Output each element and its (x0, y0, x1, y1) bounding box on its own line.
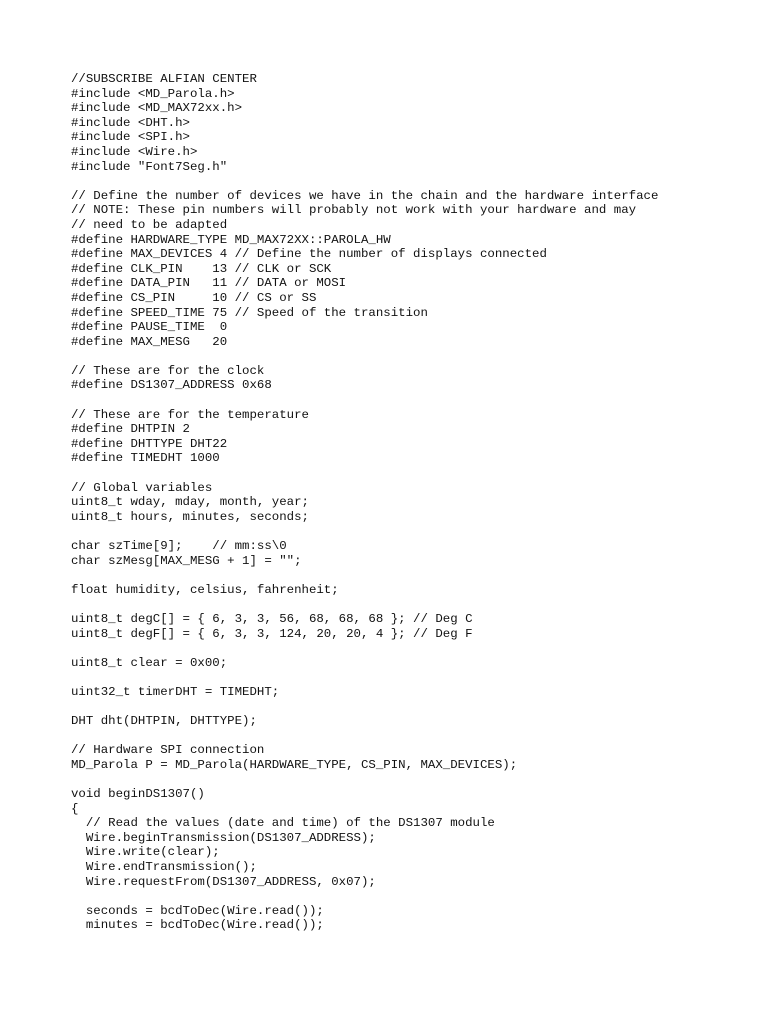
code-line: #include "Font7Seg.h" (71, 159, 228, 174)
code-listing (71, 72, 658, 933)
code-line: //SUBSCRIBE ALFIAN CENTER (71, 72, 257, 86)
code-line: // Global variables (71, 480, 213, 495)
code-line: // need to be adapted (71, 217, 228, 232)
code-line: uint8_t hours, minutes, seconds; (71, 509, 309, 524)
code-line: #define MAX_MESG 20 (71, 334, 228, 349)
code-line: // Define the number of devices we have in the chain and the hardware interface (71, 188, 659, 203)
blank-line (71, 773, 658, 788)
code-line: #define HARDWARE_TYPE MD_MAX72XX::PAROLA_HW (71, 232, 391, 247)
code-line: seconds = bcdToDec(Wire.read()); (71, 903, 324, 918)
code-line: #include <MD_Parola.h> (71, 86, 235, 101)
code-line: // Read the values (date and time) of the DS1307 module (71, 816, 495, 831)
blank-line (71, 670, 658, 685)
code-line: void beginDS1307() (71, 787, 205, 802)
code-line: Wire.write(clear); (71, 845, 220, 860)
code-line: #define PAUSE_TIME 0 (71, 320, 228, 335)
code-line: #define MAX_DEVICES 4 // Define the number of displays connected (71, 247, 547, 262)
code-line: #include <SPI.h> (71, 130, 190, 145)
code-line: #include <MD_MAX72xx.h> (71, 101, 243, 116)
code-line: uint8_t clear = 0x00; (71, 655, 228, 670)
code-line: Wire.beginTransmission(DS1307_ADDRESS); (71, 830, 376, 845)
code-line: #include <DHT.h> (71, 115, 190, 130)
code-line: MD_Parola P = MD_Parola(HARDWARE_TYPE, CS_PIN, MAX_DEVICES); (71, 757, 518, 772)
code-line: #define DS1307_ADDRESS 0x68 (71, 378, 272, 393)
blank-line (71, 524, 658, 539)
code-line: char szTime[9]; // mm:ss\0 (71, 539, 287, 553)
code-line: // These are for the clock (71, 363, 265, 378)
blank-line (71, 729, 658, 744)
code-line: char szMesg[MAX_MESG + 1] = ""; (71, 553, 302, 568)
code-line: #define SPEED_TIME 75 // Speed of the transition (71, 305, 428, 320)
blank-line (71, 700, 658, 715)
code-line: Wire.requestFrom(DS1307_ADDRESS, 0x07); (71, 874, 376, 889)
blank-line (71, 568, 658, 583)
code-line: float humidity, celsius, fahrenheit; (71, 582, 339, 597)
code-line: #define CLK_PIN 13 // CLK or SCK (71, 261, 332, 276)
code-line: // Hardware SPI connection (71, 743, 265, 758)
blank-line (71, 597, 658, 612)
code-line: Wire.endTransmission(); (71, 860, 257, 875)
code-line: #define TIMEDHT 1000 (71, 451, 220, 466)
code-line: minutes = bcdToDec(Wire.read()); (71, 918, 324, 933)
blank-line (71, 174, 658, 189)
code-line: #define DHTTYPE DHT22 (71, 436, 228, 451)
blank-line (71, 393, 658, 408)
code-line: // NOTE: These pin numbers will probably not work with your hardware and may (71, 203, 637, 218)
code-line: DHT dht(DHTPIN, DHTTYPE); (71, 714, 257, 729)
code-line: uint8_t wday, mday, month, year; (71, 495, 309, 510)
code-line: #include <Wire.h> (71, 144, 198, 159)
blank-line (71, 641, 658, 656)
blank-line (71, 466, 658, 481)
code-line: #define DATA_PIN 11 // DATA or MOSI (71, 276, 347, 291)
blank-line (71, 349, 658, 364)
code-line: uint32_t timerDHT = TIMEDHT; (71, 684, 280, 699)
code-line: uint8_t degC[] = { 6, 3, 3, 56, 68, 68, 68 }; // Deg C (71, 611, 473, 626)
code-line: { (71, 801, 79, 816)
code-line: #define DHTPIN 2 (71, 422, 190, 437)
blank-line (71, 889, 658, 904)
code-line: // These are for the temperature (71, 407, 309, 422)
code-line: uint8_t degF[] = { 6, 3, 3, 124, 20, 20, 4 }; // Deg F (71, 626, 473, 641)
code-line: #define CS_PIN 10 // CS or SS (71, 290, 317, 305)
